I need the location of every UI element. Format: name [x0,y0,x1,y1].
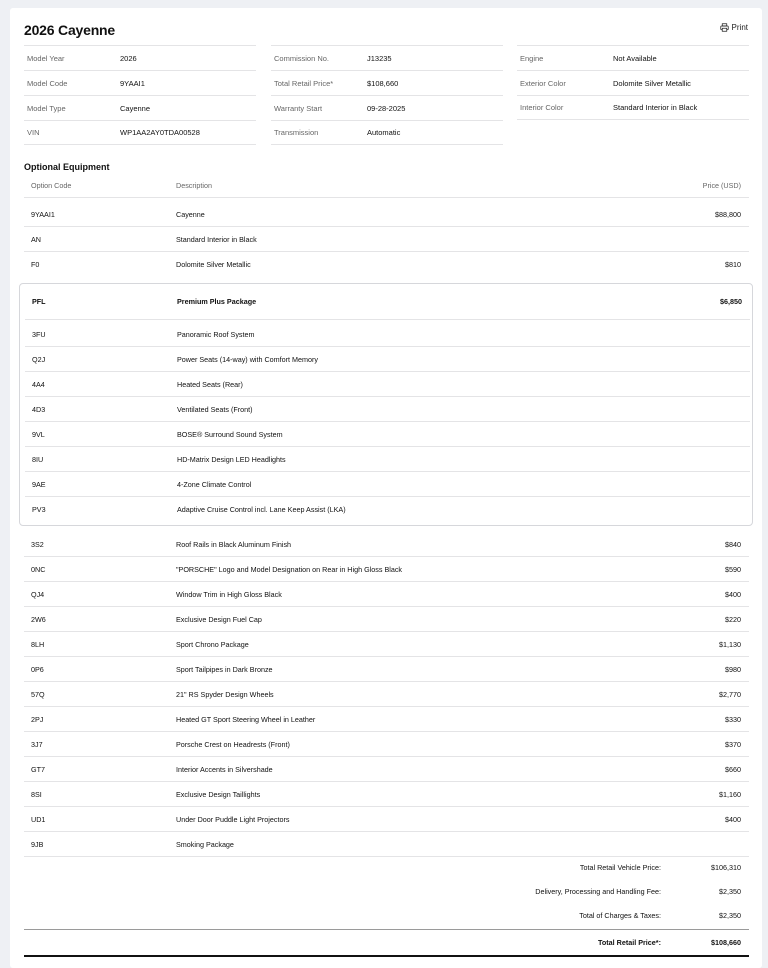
option-description: Window Trim in High Gloss Black [176,589,282,599]
option-code: 9VL [32,429,45,439]
package-item-row [25,447,750,472]
info-value: 2026 [120,53,137,63]
option-price: $400 [725,814,741,824]
info-value: Dolomite Silver Metallic [613,78,691,88]
table-row [24,202,749,227]
table-row [24,682,749,707]
option-price: $840 [725,539,741,549]
option-description: 21" RS Spyder Design Wheels [176,689,274,699]
print-button[interactable] [720,23,748,32]
info-value: 09-28-2025 [367,103,406,113]
option-price: $220 [725,614,741,624]
info-row [271,70,503,95]
option-code: 0NC [31,564,46,574]
option-price: $88,800 [715,209,741,219]
option-price: $1,160 [719,789,741,799]
info-row [24,120,256,145]
option-description: Sport Tailpipes in Dark Bronze [176,664,273,674]
window-sticker-sheet [10,8,762,968]
printer-icon [720,23,729,32]
option-description: Power Seats (14-way) with Comfort Memory [177,354,318,364]
option-code: 8SI [31,789,42,799]
info-value: J13235 [367,53,392,63]
package-item-row [25,472,750,497]
package-item-row [25,322,750,347]
option-description: Roof Rails in Black Aluminum Finish [176,539,292,549]
table-row [24,757,749,782]
info-label: VIN [27,128,40,137]
option-description: Adaptive Cruise Control incl. Lane Keep Assist (LKA) [177,505,346,514]
table-row [24,532,749,557]
package-item-row [25,422,750,447]
total-value: $108,660 [711,937,741,947]
package-item-row [25,497,750,522]
info-row [271,95,503,120]
table-row [24,807,749,832]
option-code: 57Q [31,689,45,699]
option-code: 2W6 [31,614,46,624]
info-label: Commission No. [274,53,330,63]
option-code: 4D3 [32,404,46,414]
package-item-row [25,397,750,422]
grand-total-row [24,929,749,954]
option-code: 8IU [32,454,44,464]
option-description: Sport Chrono Package [176,639,249,649]
option-description: "PORSCHE" Logo and Model Designation on Rear in High Gloss Black [176,564,403,574]
option-description: Under Door Puddle Light Projectors [176,814,290,824]
option-code: AN [31,234,41,244]
option-description: Heated Seats (Rear) [177,379,243,389]
option-price: $330 [725,714,741,724]
option-description: Standard Interior in Black [176,234,257,244]
info-label: Transmission [274,128,319,137]
total-row [24,879,749,904]
option-code: Q2J [32,354,46,364]
table-row [24,732,749,757]
table-row [24,607,749,632]
print-label: Print [731,23,748,32]
option-description: HD-Matrix Design LED Headlights [177,454,286,464]
option-description: Interior Accents in Silvershade [176,764,273,774]
option-code: 2PJ [31,714,44,724]
info-row [24,70,256,95]
info-label: Model Year [27,53,65,63]
option-description: Ventilated Seats (Front) [177,404,253,414]
table-row [24,557,749,582]
info-value: Cayenne [120,103,151,113]
option-code: 9YAAI1 [31,209,55,219]
table-row [24,252,749,277]
vehicle-info-column [271,45,503,145]
option-description: 4-Zone Climate Control [177,479,252,489]
option-code: 0P6 [31,664,44,674]
info-label: Model Code [27,78,68,88]
package-item-row [25,372,750,397]
total-value: $106,310 [711,863,741,872]
table-row [24,227,749,252]
info-value: 9YAAI1 [120,78,145,88]
option-code: UD1 [31,814,46,824]
info-label: Exterior Color [520,78,566,88]
option-code: 3J7 [31,739,43,749]
total-label: Total of Charges & Taxes: [579,911,661,920]
info-value: WP1AA2AY0TDA00528 [120,128,200,137]
package-header-row [25,284,750,320]
total-value: $2,350 [719,887,741,896]
table-header-row [24,173,749,198]
optional-equipment-title: Optional Equipment [24,162,110,172]
option-code: 3S2 [31,539,44,549]
option-description: Heated GT Sport Steering Wheel in Leather [176,714,316,724]
table-row [24,582,749,607]
vehicle-info-column [24,45,256,145]
option-code: QJ4 [31,589,45,599]
option-code: 4A4 [32,379,45,389]
info-row [24,95,256,120]
info-label: Total Retail Price* [274,78,334,88]
option-description: Exclusive Design Taillights [176,789,261,799]
total-label: Delivery, Processing and Handling Fee: [535,887,661,896]
header-price: Price (USD) [702,180,741,190]
premium-plus-package-group [19,283,753,526]
info-row [517,70,749,95]
option-description: BOSE® Surround Sound System [177,429,283,439]
option-price: $660 [725,764,741,774]
info-row [271,45,503,70]
total-row [24,855,749,880]
option-price: $370 [725,739,741,749]
header-option-code: Option Code [31,180,72,190]
page-title: 2026 Cayenne [24,22,115,38]
info-row [271,120,503,145]
table-row [24,657,749,682]
info-row [517,95,749,120]
option-price: $400 [725,589,741,599]
option-price: $590 [725,564,741,574]
info-value: Not Available [613,53,657,63]
package-item-row [25,347,750,372]
option-code: 9AE [32,479,46,489]
option-description: Premium Plus Package [177,297,257,306]
option-code: PV3 [32,505,46,514]
option-code: PFL [32,297,46,306]
option-description: Porsche Crest on Headrests (Front) [176,739,290,749]
total-label: Total Retail Vehicle Price: [579,863,661,872]
option-code: 3FU [32,329,46,339]
option-code: F0 [31,260,40,269]
total-value: $2,350 [719,911,741,920]
info-value: $108,660 [367,78,399,88]
option-price: $6,850 [720,297,742,306]
info-value: Automatic [367,128,401,137]
option-price: $1,130 [719,639,741,649]
option-description: Exclusive Design Fuel Cap [176,614,262,624]
table-row [24,782,749,807]
header-description: Description [176,180,212,190]
vehicle-info-grid [24,45,749,145]
info-label: Warranty Start [274,103,323,113]
total-row [24,903,749,928]
info-label: Engine [520,53,544,63]
option-description: Smoking Package [176,839,234,849]
info-row [517,45,749,70]
option-code: GT7 [31,764,45,774]
info-label: Model Type [27,103,66,113]
option-price: $2,770 [719,689,741,699]
option-price: $980 [725,664,741,674]
option-code: 8LH [31,639,45,649]
table-row [24,832,749,857]
bottom-divider [24,955,749,957]
info-row [24,45,256,70]
option-description: Dolomite Silver Metallic [176,260,251,269]
option-description: Cayenne [176,209,205,219]
vehicle-info-column [517,45,749,120]
info-value: Standard Interior in Black [613,103,698,112]
option-code: 9JB [31,839,44,849]
option-price: $810 [725,260,741,269]
total-label: Total Retail Price*: [598,937,661,947]
option-description: Panoramic Roof System [177,329,255,339]
info-label: Interior Color [520,103,564,112]
table-row [24,632,749,657]
table-row [24,707,749,732]
